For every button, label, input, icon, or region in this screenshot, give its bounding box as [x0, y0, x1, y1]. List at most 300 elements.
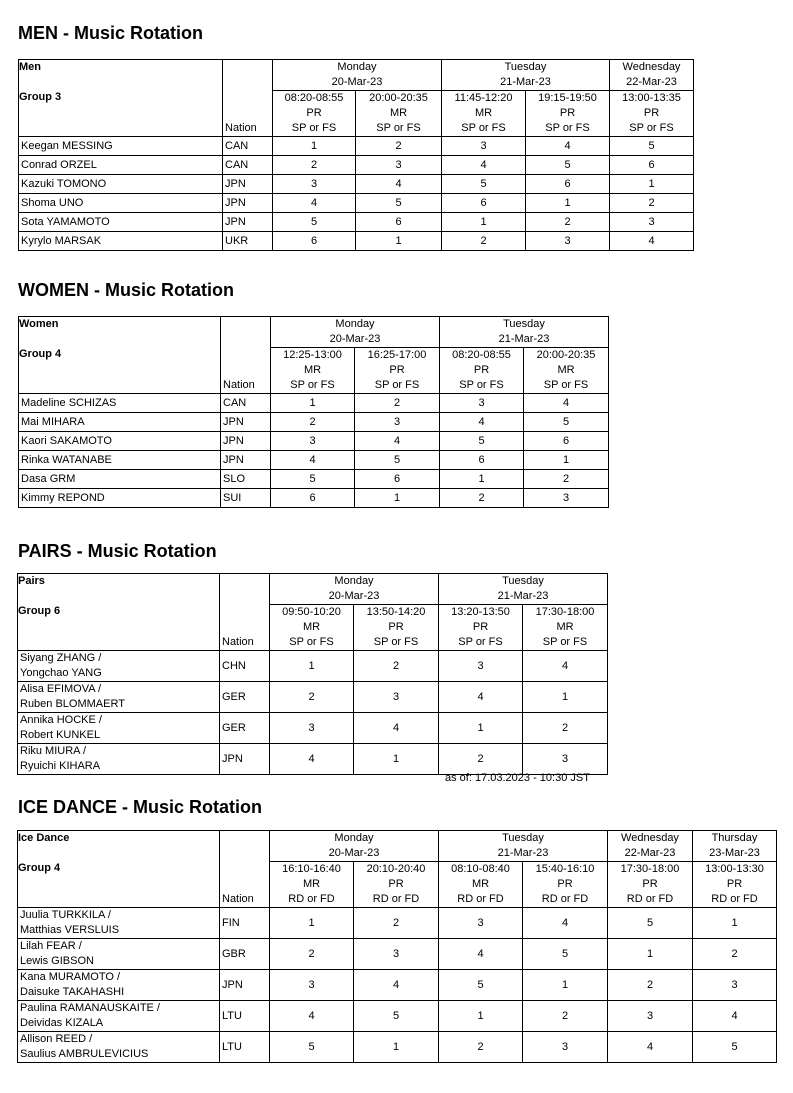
rotation-order-cell: 2 — [610, 194, 694, 213]
rotation-order-cell: 4 — [354, 970, 439, 1001]
rotation-order-cell: 3 — [273, 175, 356, 194]
session-type: MR — [303, 364, 322, 376]
session-header — [354, 605, 439, 651]
skater-row — [19, 232, 694, 251]
men-section-title: MEN - Music Rotation — [18, 23, 203, 43]
skater-name-line: Daisuke TAKAHASHI — [20, 986, 125, 998]
skater-name-line: Kaori SAKAMOTO — [21, 434, 112, 447]
group-label: Group 6 — [18, 605, 61, 617]
rotation-order-cell: 1 — [442, 213, 526, 232]
session-type: PR — [388, 878, 404, 890]
session-type: PR — [388, 621, 404, 633]
session-type: PR — [559, 107, 576, 119]
rotation-order-cell: 2 — [270, 682, 354, 713]
skater-name-line: Kazuki TOMONO — [21, 177, 107, 190]
skater-row — [19, 432, 609, 451]
men-rotation-table — [18, 59, 694, 251]
rotation-order-cell: 6 — [524, 432, 609, 451]
skater-name — [19, 489, 221, 508]
session-segment: RD or FD — [372, 893, 420, 905]
session-segment: RD or FD — [626, 893, 674, 905]
session-time: 13:50-14:20 — [366, 606, 426, 618]
session-segment: SP or FS — [290, 379, 335, 391]
skater-row — [19, 156, 694, 175]
session-header — [439, 605, 523, 651]
rotation-order-cell: 5 — [270, 1032, 354, 1063]
nation-header: Nation — [220, 574, 270, 651]
skater-name — [18, 1032, 220, 1063]
skater-row — [18, 1032, 777, 1063]
rotation-order-cell: 5 — [610, 137, 694, 156]
session-time: 17:30-18:00 — [535, 606, 595, 618]
rotation-order-cell: 4 — [524, 394, 609, 413]
skater-name-line: Ryuichi KIHARA — [20, 760, 101, 772]
table-label: Women — [19, 318, 59, 330]
session-header — [354, 862, 439, 908]
skater-nation: JPN — [220, 744, 270, 775]
skater-name-line: Riku MIURA / — [20, 745, 87, 757]
rotation-order-cell: 2 — [356, 137, 442, 156]
table-label: Ice Dance — [18, 832, 70, 844]
rotation-order-cell: 6 — [356, 213, 442, 232]
rotation-order-cell: 4 — [439, 682, 523, 713]
session-type: MR — [302, 621, 321, 633]
rotation-order-cell: 2 — [442, 232, 526, 251]
skater-nation: JPN — [223, 213, 273, 232]
rotation-order-cell: 4 — [273, 194, 356, 213]
skater-row — [18, 939, 777, 970]
session-segment: SP or FS — [629, 122, 674, 134]
session-type: PR — [306, 107, 322, 119]
skater-nation: JPN — [221, 451, 271, 470]
group-label: Group 4 — [18, 862, 61, 874]
rotation-order-cell: 5 — [355, 451, 440, 470]
day-name: Monday — [334, 575, 374, 587]
rotation-order-cell: 3 — [523, 744, 608, 775]
rotation-order-cell: 6 — [271, 489, 355, 508]
skater-name — [19, 413, 221, 432]
session-type: MR — [302, 878, 321, 890]
session-segment: SP or FS — [376, 122, 421, 134]
session-time: 16:10-16:40 — [282, 863, 341, 875]
skater-name-line: Madeline SCHIZAS — [21, 396, 117, 409]
skater-nation: GER — [220, 713, 270, 744]
rotation-order-cell: 2 — [524, 470, 609, 489]
session-time: 12:25-13:00 — [283, 349, 342, 361]
day-name: Monday — [337, 61, 377, 73]
rotation-order-cell: 5 — [693, 1032, 777, 1063]
group-label: Group 3 — [19, 91, 62, 103]
skater-name — [19, 137, 223, 156]
rotation-order-cell: 2 — [523, 713, 608, 744]
session-header — [440, 348, 524, 394]
rotation-order-cell: 3 — [354, 939, 439, 970]
day-name: Tuesday — [502, 575, 544, 587]
session-time: 08:20-08:55 — [284, 92, 344, 104]
rotation-order-cell: 4 — [355, 432, 440, 451]
session-type: MR — [556, 621, 574, 633]
rotation-order-cell: 5 — [440, 432, 524, 451]
rotation-order-cell: 4 — [442, 156, 526, 175]
skater-name-line: Alisa EFIMOVA / — [20, 683, 102, 695]
rotation-order-cell: 1 — [610, 175, 694, 194]
rotation-order-cell: 2 — [523, 1001, 608, 1032]
skater-name — [19, 213, 223, 232]
session-segment: SP or FS — [459, 379, 504, 391]
rotation-order-cell: 5 — [523, 939, 608, 970]
session-time: 15:40-16:10 — [535, 863, 595, 875]
skater-nation: UKR — [223, 232, 273, 251]
skater-name — [19, 194, 223, 213]
rotation-order-cell: 5 — [608, 908, 693, 939]
skater-row — [19, 394, 609, 413]
rotation-order-cell: 2 — [355, 394, 440, 413]
skater-row — [18, 682, 608, 713]
rotation-order-cell: 2 — [270, 939, 354, 970]
session-time: 20:10-20:40 — [366, 863, 426, 875]
rotation-order-cell: 1 — [439, 713, 523, 744]
day-date: 20-Mar-23 — [331, 76, 383, 88]
day-date: 20-Mar-23 — [328, 847, 380, 859]
rotation-order-cell: 3 — [526, 232, 610, 251]
rotation-order-cell: 6 — [442, 194, 526, 213]
skater-name-line: Kimmy REPOND — [21, 491, 105, 504]
day-header — [442, 60, 610, 91]
rotation-order-cell: 6 — [440, 451, 524, 470]
rotation-order-cell: 3 — [608, 1001, 693, 1032]
day-name: Tuesday — [502, 832, 544, 844]
rotation-order-cell: 5 — [442, 175, 526, 194]
session-time: 20:00-20:35 — [536, 349, 596, 361]
skater-name-line: Siyang ZHANG / — [20, 652, 102, 664]
skater-name-line: Mai MIHARA — [21, 415, 85, 428]
rotation-order-cell: 5 — [439, 970, 523, 1001]
nation-header: Nation — [220, 831, 270, 908]
session-type: PR — [642, 878, 658, 890]
session-type: MR — [389, 107, 408, 119]
rotation-order-cell: 4 — [439, 939, 523, 970]
skater-name-line: Matthias VERSLUIS — [20, 924, 120, 936]
skater-nation: CAN — [221, 394, 271, 413]
session-header — [523, 605, 608, 651]
session-segment: SP or FS — [374, 379, 420, 391]
skater-name-line: Juulia TURKKILA / — [20, 909, 111, 921]
skater-nation: CAN — [223, 156, 273, 175]
rotation-order-cell: 3 — [356, 156, 442, 175]
skater-name-line: Ruben BLOMMAERT — [20, 698, 125, 710]
skater-row — [18, 713, 608, 744]
header-row — [19, 317, 609, 348]
skater-nation: GER — [220, 682, 270, 713]
rotation-order-cell: 5 — [271, 470, 355, 489]
day-header — [271, 317, 440, 348]
session-header — [439, 862, 523, 908]
session-segment: SP or FS — [543, 379, 589, 391]
skater-row — [18, 970, 777, 1001]
skater-name-line: Yongchao YANG — [20, 667, 102, 679]
session-type: PR — [473, 364, 490, 376]
session-header — [526, 91, 610, 137]
rotation-order-cell: 1 — [439, 1001, 523, 1032]
rotation-order-cell: 1 — [524, 451, 609, 470]
skater-row — [19, 213, 694, 232]
rotation-order-cell: 4 — [523, 651, 608, 682]
day-date: 21-Mar-23 — [498, 333, 550, 345]
skater-name-line: Keegan MESSING — [21, 139, 113, 152]
day-header — [273, 60, 442, 91]
session-time: 13:20-13:50 — [451, 606, 510, 618]
rotation-order-cell: 1 — [270, 651, 354, 682]
skater-name — [19, 232, 223, 251]
table-label-cell — [19, 317, 221, 394]
rotation-order-cell: 3 — [355, 413, 440, 432]
rotation-order-cell: 1 — [526, 194, 610, 213]
skater-name-line: Rinka WATANABE — [21, 453, 112, 466]
day-date: 22-Mar-23 — [624, 847, 676, 859]
rotation-order-cell: 1 — [608, 939, 693, 970]
rotation-order-cell: 3 — [524, 489, 609, 508]
session-segment: SP or FS — [291, 122, 337, 134]
skater-nation: CAN — [223, 137, 273, 156]
day-date: 21-Mar-23 — [497, 847, 549, 859]
rotation-order-cell: 5 — [526, 156, 610, 175]
rotation-order-cell: 1 — [273, 137, 356, 156]
skater-name — [19, 175, 223, 194]
skater-nation: JPN — [223, 175, 273, 194]
skater-name-line: Annika HOCKE / — [20, 714, 102, 726]
session-time: 19:15-19:50 — [538, 92, 597, 104]
session-segment: SP or FS — [461, 122, 506, 134]
nation-header: Nation — [223, 60, 273, 137]
session-time: 11:45-12:20 — [454, 92, 513, 104]
day-date: 21-Mar-23 — [500, 76, 551, 88]
session-time: 08:20-08:55 — [452, 349, 511, 361]
rotation-order-cell: 4 — [356, 175, 442, 194]
skater-nation: CHN — [220, 651, 270, 682]
skater-nation: LTU — [220, 1032, 270, 1063]
session-header — [610, 91, 694, 137]
session-time: 16:25-17:00 — [367, 349, 427, 361]
skater-row — [19, 175, 694, 194]
rotation-order-cell: 2 — [693, 939, 777, 970]
day-date: 23-Mar-23 — [709, 847, 760, 859]
session-header — [356, 91, 442, 137]
session-header — [442, 91, 526, 137]
skater-row — [19, 137, 694, 156]
day-date: 20-Mar-23 — [328, 590, 380, 602]
day-header — [440, 317, 609, 348]
pairs-rotation-table — [17, 573, 608, 775]
skater-nation: JPN — [221, 413, 271, 432]
skater-name-line: Kyrylo MARSAK — [21, 234, 102, 247]
as-of-timestamp: as of: 17.03.2023 - 10:30 JST — [445, 772, 590, 784]
rotation-order-cell: 2 — [526, 213, 610, 232]
skater-name — [18, 939, 220, 970]
rotation-order-cell: 3 — [610, 213, 694, 232]
table-label: Pairs — [18, 575, 45, 587]
skater-name-line: Saulius AMBRULEVICIUS — [20, 1048, 149, 1060]
skater-name-line: Deividas KIZALA — [20, 1017, 104, 1029]
skater-name — [18, 970, 220, 1001]
skater-nation: SUI — [221, 489, 271, 508]
session-header — [524, 348, 609, 394]
skater-name-line: Conrad ORZEL — [21, 158, 97, 171]
session-segment: RD or FD — [288, 893, 335, 905]
skater-row — [19, 413, 609, 432]
rotation-order-cell: 3 — [523, 1032, 608, 1063]
day-header — [608, 831, 693, 862]
day-date: 20-Mar-23 — [329, 333, 381, 345]
rotation-order-cell: 1 — [523, 970, 608, 1001]
table-label: Men — [19, 61, 41, 73]
skater-name-line: Lilah FEAR / — [20, 940, 82, 952]
skater-row — [19, 470, 609, 489]
rotation-order-cell: 1 — [354, 1032, 439, 1063]
session-segment: SP or FS — [289, 636, 334, 648]
session-time: 13:00-13:30 — [705, 863, 764, 875]
rotation-order-cell: 2 — [354, 908, 439, 939]
day-name: Thursday — [711, 832, 758, 844]
rotation-order-cell: 4 — [608, 1032, 693, 1063]
rotation-order-cell: 4 — [271, 451, 355, 470]
skater-name — [18, 744, 220, 775]
rotation-order-cell: 5 — [524, 413, 609, 432]
skater-name-line: Paulina RAMANAUSKAITE / — [20, 1002, 160, 1014]
skater-name-line: Robert KUNKEL — [20, 729, 101, 741]
rotation-order-cell: 2 — [439, 1032, 523, 1063]
skater-row — [19, 489, 609, 508]
session-time: 20:00-20:35 — [369, 92, 428, 104]
skater-name — [19, 451, 221, 470]
rotation-order-cell: 2 — [271, 413, 355, 432]
skater-nation: JPN — [220, 970, 270, 1001]
rotation-order-cell: 4 — [270, 744, 354, 775]
rotation-order-cell: 3 — [439, 908, 523, 939]
skater-row — [18, 651, 608, 682]
session-header — [270, 862, 354, 908]
day-header — [693, 831, 777, 862]
session-type: PR — [557, 878, 573, 890]
ice-dance-rotation-table — [17, 830, 777, 1063]
skater-name-line: Shoma UNO — [21, 196, 84, 209]
skater-name — [19, 432, 221, 451]
session-time: 08:10-08:40 — [451, 863, 510, 875]
session-type: MR — [471, 878, 490, 890]
rotation-order-cell: 6 — [526, 175, 610, 194]
rotation-order-cell: 3 — [354, 682, 439, 713]
rotation-order-cell: 4 — [610, 232, 694, 251]
rotation-order-cell: 5 — [273, 213, 356, 232]
skater-row — [18, 908, 777, 939]
skater-nation: FIN — [220, 908, 270, 939]
rotation-order-cell: 1 — [523, 682, 608, 713]
rotation-order-cell: 5 — [356, 194, 442, 213]
session-type: PR — [643, 107, 660, 119]
session-header — [523, 862, 608, 908]
rotation-order-cell: 4 — [523, 908, 608, 939]
rotation-order-cell: 1 — [355, 489, 440, 508]
session-time: 17:30-18:00 — [620, 863, 680, 875]
rotation-order-cell: 3 — [270, 713, 354, 744]
rotation-order-cell: 1 — [440, 470, 524, 489]
day-name: Wednesday — [622, 61, 681, 73]
women-section-title: WOMEN - Music Rotation — [18, 280, 234, 300]
day-name: Wednesday — [621, 832, 679, 844]
session-header — [608, 862, 693, 908]
rotation-order-cell: 1 — [356, 232, 442, 251]
day-name: Tuesday — [503, 318, 545, 330]
rotation-order-cell: 1 — [271, 394, 355, 413]
rotation-order-cell: 3 — [440, 394, 524, 413]
ice-dance-section-title: ICE DANCE - Music Rotation — [18, 797, 263, 817]
header-row — [18, 574, 608, 605]
rotation-order-cell: 6 — [355, 470, 440, 489]
session-segment: SP or FS — [545, 122, 590, 134]
day-date: 22-Mar-23 — [626, 76, 677, 88]
session-header — [693, 862, 777, 908]
rotation-order-cell: 3 — [442, 137, 526, 156]
rotation-order-cell: 2 — [354, 651, 439, 682]
session-header — [271, 348, 355, 394]
day-name: Monday — [335, 318, 375, 330]
session-time: 13:00-13:35 — [622, 92, 681, 104]
skater-nation: GBR — [220, 939, 270, 970]
session-type: PR — [389, 364, 405, 376]
rotation-order-cell: 2 — [439, 744, 523, 775]
day-name: Tuesday — [504, 61, 547, 73]
skater-name-line: Kana MURAMOTO / — [20, 971, 121, 983]
session-segment: RD or FD — [457, 893, 504, 905]
group-label: Group 4 — [19, 348, 62, 360]
rotation-order-cell: 1 — [270, 908, 354, 939]
day-name: Monday — [334, 832, 374, 844]
header-row — [18, 831, 777, 862]
skater-name — [18, 908, 220, 939]
rotation-order-cell: 5 — [354, 1001, 439, 1032]
session-segment: RD or FD — [711, 893, 758, 905]
session-segment: SP or FS — [458, 636, 503, 648]
rotation-order-cell: 3 — [270, 970, 354, 1001]
pairs-section-title: PAIRS - Music Rotation — [18, 541, 217, 561]
skater-name-line: Lewis GIBSON — [20, 955, 94, 967]
skater-name-line: Sota YAMAMOTO — [21, 215, 110, 228]
session-type: PR — [472, 621, 489, 633]
session-segment: RD or FD — [541, 893, 589, 905]
day-header — [270, 831, 439, 862]
skater-nation: JPN — [221, 432, 271, 451]
rotation-order-cell: 4 — [270, 1001, 354, 1032]
session-header — [273, 91, 356, 137]
day-header — [439, 831, 608, 862]
session-type: PR — [726, 878, 743, 890]
rotation-order-cell: 2 — [440, 489, 524, 508]
session-header — [355, 348, 440, 394]
session-segment: SP or FS — [373, 636, 419, 648]
skater-row — [18, 1001, 777, 1032]
day-header — [610, 60, 694, 91]
session-type: MR — [557, 364, 575, 376]
rotation-order-cell: 4 — [526, 137, 610, 156]
skater-name — [18, 651, 220, 682]
rotation-order-cell: 2 — [273, 156, 356, 175]
rotation-order-cell: 3 — [693, 970, 777, 1001]
session-segment: SP or FS — [542, 636, 588, 648]
rotation-order-cell: 1 — [693, 908, 777, 939]
table-label-cell — [19, 60, 223, 137]
day-header — [270, 574, 439, 605]
skater-name — [19, 394, 221, 413]
day-header — [439, 574, 608, 605]
